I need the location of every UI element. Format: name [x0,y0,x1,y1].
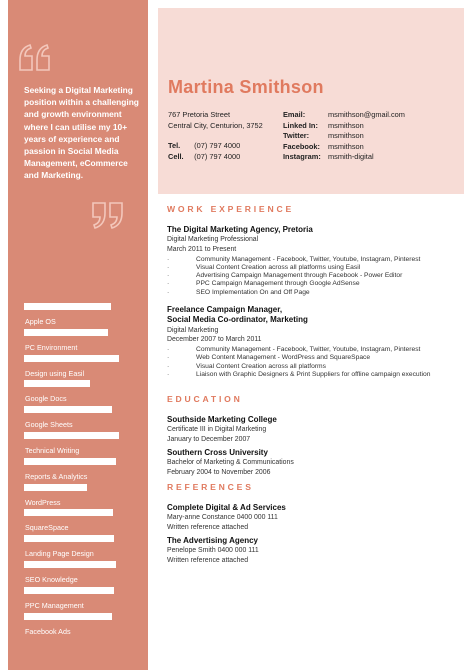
skill-level-bar [24,380,90,387]
education-dates: February 2004 to November 2006 [167,469,271,476]
reference-org: Complete Digital & Ad Services [167,503,286,512]
skill-item [24,533,140,559]
course-name: Bachelor of Marketing & Communications [167,459,294,467]
tel-row [168,141,240,152]
social-label: Email: [283,110,306,119]
address-line: 767 Pretoria Street [168,110,231,119]
education-entry-1 [167,415,462,445]
skill-label: SEO Knowledge [25,574,78,584]
facebook-value: msmithson [328,141,364,151]
skill-label: SquareSpace [25,523,69,533]
education-heading: EDUCATION [167,394,243,404]
tel-value: (07) 797 4000 [194,141,241,150]
reference-note: Written reference attached [167,557,249,564]
skill-level-bar [24,535,114,542]
address-line: Central City, Centurion, 3752 [168,120,263,130]
duty-item: · Community Management - Facebook, Twitter, Youtube, Instagram, Pinterest [167,346,462,354]
instagram-value: msmith-digital [328,152,374,162]
work-org: Freelance Campaign Manager, [167,305,283,314]
duty-item: · Web Content Management - WordPress and SquareSpace [167,354,462,362]
cell-row [168,152,240,163]
cell-value: (07) 797 4000 [194,151,241,161]
duty-item: · Liaison with Graphic Designers & Print Suppliers for offline campaign execution [167,371,462,379]
skill-item [24,611,140,637]
twitter-value: msmithson [328,131,364,141]
skill-label: PPC Management [25,600,84,610]
skills-list [24,301,140,636]
reference-entry-2 [167,536,462,566]
skill-level-bar [24,329,108,336]
skill-item [24,378,140,404]
skill-level-bar [24,303,111,310]
skill-item [24,585,140,611]
work-entry-2 [167,305,462,379]
skill-item [24,430,140,456]
skill-level-bar [24,613,112,620]
course-name: Certificate III in Digital Marketing [167,426,267,434]
skill-level-bar [24,587,114,594]
skill-item [24,456,140,482]
skill-label: Apple OS [25,317,56,326]
skill-item [24,559,140,585]
skill-level-bar [24,355,119,362]
reference-org: The Advertising Agency [167,536,258,545]
skill-label: Design using Easil [25,368,85,378]
phone-numbers [168,141,240,162]
work-org: The Digital Marketing Agency, Pretoria [167,225,313,234]
duty-item: · SEO Implementation On and Off Page [167,289,462,297]
social-label: Facebook: [283,141,320,151]
social-label: Linked In: [283,120,318,130]
reference-note: Written reference attached [167,524,249,531]
skill-item [24,301,140,327]
skill-item [24,507,140,533]
skill-label: Reports & Analytics [25,471,88,481]
reference-entry-1 [167,503,462,533]
linkedin-value: msmithson [328,120,364,130]
work-org: Social Media Co-ordinator, Marketing [167,315,308,325]
skill-label: WordPress [25,497,61,507]
duty-item: · Visual Content Creation across all platforms using Easil [167,264,462,272]
work-entry-1 [167,225,462,297]
skill-label: Facebook Ads [25,626,71,636]
education-entry-2 [167,448,462,478]
work-role: Digital Marketing [167,326,219,334]
tel-label: Tel. [168,141,181,150]
skill-item [24,404,140,430]
header-panel [158,8,464,194]
duty-item: · Advertising Campaign Management through Facebook - Power Editor [167,272,462,280]
quote-close-icon [86,193,126,233]
work-dates: December 2007 to March 2011 [167,336,262,344]
social-labels [283,110,321,163]
school-name: Southside Marketing College [167,415,277,424]
skill-level-bar [24,406,112,413]
school-name: Southern Cross University [167,448,268,457]
skill-level-bar [24,484,87,491]
email-value: msmithson@gmail.com [328,110,405,119]
quote-open-icon [16,40,56,80]
person-name: Martina Smithson [168,77,324,97]
education-dates: January to December 2007 [167,436,251,443]
work-dates: March 2011 to Present [167,246,237,253]
work-duties [167,256,462,297]
skill-item [24,327,140,353]
skill-label: Google Sheets [25,420,73,430]
skill-level-bar [24,509,113,516]
work-duties [167,346,462,379]
skill-label: Google Docs [25,394,67,404]
skill-item [24,353,140,379]
duty-item: · Community Management - Facebook, Twitter, Youtube, Instagram, Pinterest [167,256,462,264]
skill-label: Landing Page Design [25,549,94,559]
reference-contact: Penelope Smith 0400 000 111 [167,547,259,555]
duty-item: · Visual Content Creation across all platforms [167,363,462,371]
reference-contact: Mary-anne Constance 0400 000 111 [167,514,278,522]
social-label: Instagram: [283,152,321,162]
work-role: Digital Marketing Professional [167,236,259,244]
objective-text: Seeking a Digital Marketing position within a challenging and growth environment where I can utilise my 10+ years of experience and passion in Social Media Management, eCommerce and Marketing. [24,85,139,181]
social-values [328,110,405,163]
duty-item: · PPC Campaign Management through Google AdSense [167,280,462,288]
cell-label: Cell. [168,151,184,161]
skill-label: Technical Writing [25,445,80,455]
address [168,110,263,131]
skill-level-bar [24,561,116,568]
social-label: Twitter: [283,131,310,141]
skill-item [24,482,140,508]
skill-level-bar [24,432,119,439]
skill-label: PC Environment [25,342,78,352]
skill-level-bar [24,458,116,465]
references-heading: REFERENCES [167,482,254,492]
work-experience-heading: WORK EXPERIENCE [167,204,294,214]
